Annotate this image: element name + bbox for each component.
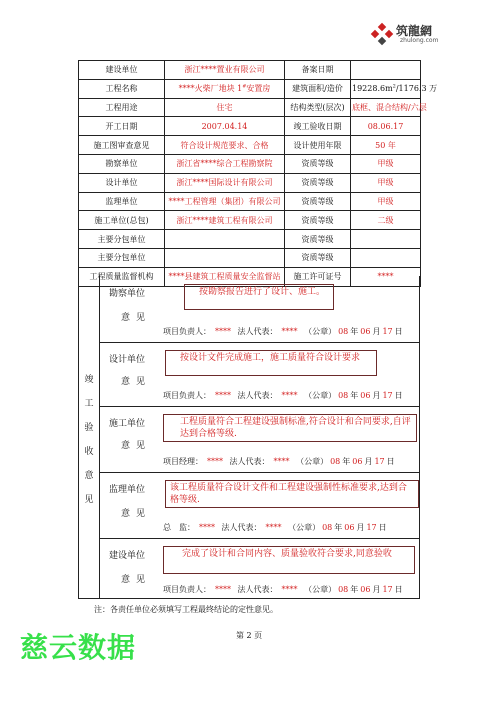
signature-line: [163, 456, 395, 467]
date-day-label: 日: [386, 457, 395, 466]
site-logo: [372, 22, 490, 48]
field-value: [165, 248, 285, 267]
construction-opinion-section: [99, 406, 419, 473]
date-day-label: 日: [378, 523, 387, 532]
signature-line: [163, 584, 403, 595]
field-value: ****: [351, 267, 421, 286]
field-value: 浙江省****综合工程勘察院: [165, 154, 285, 173]
opinion-box: 按勘察报告进行了设计、施工。: [184, 284, 334, 310]
owner-opinion-section: [99, 538, 419, 599]
signer-value: ****: [207, 457, 223, 466]
signer-value: ****: [215, 327, 231, 336]
label-char: 竣: [84, 375, 94, 385]
field-label: 主要分包单位: [79, 230, 165, 249]
legal-value: ****: [281, 391, 298, 400]
signature-line: [163, 390, 403, 401]
info-row: [79, 211, 421, 230]
field-value: ****工程管理（集团）有限公司: [165, 192, 285, 211]
opinion-box: 按设计文件完成施工，施工质量符合设计要求: [165, 350, 377, 376]
field-label: 资质等级: [285, 192, 351, 211]
field-value: 50 年: [351, 136, 421, 155]
field-value: 甲级: [351, 192, 421, 211]
field-value: ****县建筑工程质量安全监督站: [165, 267, 285, 286]
date-day-label: 日: [394, 391, 403, 400]
label-char: 验: [84, 423, 94, 433]
field-value: 二级: [351, 211, 421, 230]
legal-value: ****: [273, 457, 290, 466]
field-label: 监理单位: [79, 192, 165, 211]
legal-value: ****: [265, 523, 282, 532]
date-month-label: 月: [372, 585, 381, 594]
page-number: 第 2 页: [236, 631, 263, 640]
info-row: [79, 154, 421, 173]
field-value: [351, 230, 421, 249]
survey-opinion-section: [99, 276, 419, 343]
field-label: 工程用途: [79, 98, 165, 117]
date-year-label: 年: [342, 457, 351, 466]
legal-value: ****: [281, 585, 298, 594]
signer-value: ****: [215, 391, 231, 400]
date-day-label: 日: [394, 585, 403, 594]
legal-label: 法人代表：: [237, 327, 278, 336]
field-label: 资质等级: [285, 230, 351, 249]
field-label: 资质等级: [285, 154, 351, 173]
unit-opinion-label: 意见: [121, 313, 152, 323]
supervision-opinion-section: [99, 472, 419, 539]
field-label: 建设单位: [79, 61, 165, 80]
opinion-box: 完成了设计和合同内容、质量验收符合要求,同意验收: [163, 546, 415, 574]
date-month: 06: [344, 523, 355, 532]
date-year-label: 年: [350, 391, 359, 400]
field-value: 浙江****置业有限公司: [165, 61, 285, 80]
info-row: [79, 230, 421, 249]
date-year: 08: [330, 457, 341, 466]
field-label: 设计使用年限: [285, 136, 351, 155]
logo-url: zhulong.com: [400, 37, 439, 44]
date-year: 08: [322, 523, 333, 532]
acceptance-opinions: [78, 276, 420, 599]
seal-label: （公章）: [296, 457, 329, 466]
info-row: [79, 192, 421, 211]
date-month: 06: [352, 457, 363, 466]
date-month-label: 月: [372, 327, 381, 336]
field-value: 08.06.17: [351, 117, 421, 136]
field-value: ****火柴厂地块 1#安置房: [165, 79, 285, 98]
date-day: 17: [366, 523, 377, 532]
opinion-box: 工程质量符合工程建设强制标准,符合设计和合同要求,自评达到合格等级.: [163, 414, 417, 442]
legal-label: 法人代表：: [237, 391, 278, 400]
footer-note: 注：各责任单位必须填写工程最终结论的定性意见。: [94, 605, 278, 614]
signer-label: 项目负责人：: [163, 327, 211, 336]
field-label: 资质等级: [285, 211, 351, 230]
field-value: 2007.04.14: [165, 117, 285, 136]
label-char: 见: [84, 495, 94, 505]
seal-label: （公章）: [288, 523, 321, 532]
field-label: 结构类型(层次): [285, 98, 351, 117]
field-label: 施工单位(总包): [79, 211, 165, 230]
field-value: 住宅: [165, 98, 285, 117]
field-value: 甲级: [351, 154, 421, 173]
legal-label: 法人代表：: [221, 523, 262, 532]
unit-opinion-label: 意见: [121, 575, 152, 585]
unit-opinion-label: 意见: [121, 509, 152, 519]
label-char: 收: [84, 447, 94, 457]
date-day: 17: [374, 457, 385, 466]
watermark-text: 慈云数据: [20, 631, 137, 664]
field-value: 浙江****国际设计有限公司: [165, 173, 285, 192]
date-month-label: 月: [364, 457, 373, 466]
unit-label: 施工单位: [109, 419, 146, 429]
field-label: 施工图审查意见: [79, 136, 165, 155]
field-label: 主要分包单位: [79, 248, 165, 267]
field-value: 浙江****建筑工程有限公司: [165, 211, 285, 230]
seal-label: （公章）: [304, 327, 337, 336]
signer-label: 总 监：: [163, 523, 195, 532]
field-label: 工程质量监督机构: [79, 267, 165, 286]
signer-label: 项目负责人：: [163, 391, 211, 400]
date-day-label: 日: [394, 327, 403, 336]
date-month-label: 月: [356, 523, 365, 532]
info-row: [79, 61, 421, 80]
legal-value: ****: [281, 327, 298, 336]
date-month: 06: [360, 585, 371, 594]
legal-label: 法人代表：: [237, 585, 278, 594]
field-value: $19228.6m^2/1176.3$ 万: [351, 79, 421, 98]
date-year-label: 年: [350, 327, 359, 336]
signer-label: 项目负责人：: [163, 585, 211, 594]
date-year: 08: [338, 585, 349, 594]
info-row: [79, 248, 421, 267]
info-row: [79, 79, 421, 98]
info-row: [79, 136, 421, 155]
field-value: [165, 230, 285, 249]
field-label: 开工日期: [79, 117, 165, 136]
signer-value: ****: [199, 523, 215, 532]
field-value: 符合设计规范要求、合格: [165, 136, 285, 155]
field-label: 资质等级: [285, 173, 351, 192]
field-label: 资质等级: [285, 248, 351, 267]
acceptance-vertical-label: [79, 276, 100, 598]
unit-label: 监理单位: [109, 485, 146, 495]
seal-label: （公章）: [304, 391, 337, 400]
date-year-label: 年: [350, 585, 359, 594]
info-row: [79, 98, 421, 117]
field-label: 竣工验收日期: [285, 117, 351, 136]
date-day: 17: [382, 391, 393, 400]
field-label: 建筑面积/造价: [285, 79, 351, 98]
date-day: 17: [382, 585, 393, 594]
date-month: 06: [360, 391, 371, 400]
label-char: 意: [84, 471, 94, 481]
unit-label: 设计单位: [109, 355, 146, 365]
opinion-box: 该工程质量符合设计文件和工程建设强制性标准要求,达到合格等级.: [165, 480, 419, 508]
field-value: [351, 248, 421, 267]
signer-label: 项目经理：: [163, 457, 203, 466]
signature-line: [163, 326, 403, 337]
field-label: 设计单位: [79, 173, 165, 192]
field-value: 底框、混合结构/六层: [351, 98, 421, 117]
info-row: [79, 117, 421, 136]
unit-label: 勘察单位: [109, 289, 146, 299]
field-label: 勘察单位: [79, 154, 165, 173]
date-month-label: 月: [372, 391, 381, 400]
unit-opinion-label: 意见: [121, 441, 152, 451]
legal-label: 法人代表：: [229, 457, 270, 466]
signer-value: ****: [215, 585, 231, 594]
date-year-label: 年: [334, 523, 343, 532]
unit-label: 建设单位: [109, 551, 146, 561]
seal-label: （公章）: [304, 585, 337, 594]
design-opinion-section: [99, 342, 419, 407]
field-label: 备案日期: [285, 61, 351, 80]
date-year: 08: [338, 327, 349, 336]
field-label: 工程名称: [79, 79, 165, 98]
unit-opinion-label: 意见: [121, 377, 152, 387]
field-label: 施工许可证号: [285, 267, 351, 286]
field-value: 甲级: [351, 173, 421, 192]
date-year: 08: [338, 391, 349, 400]
info-row: [79, 173, 421, 192]
label-char: 工: [84, 399, 94, 409]
logo-name: 筑龍網: [396, 24, 433, 38]
date-month: 06: [360, 327, 371, 336]
date-day: 17: [382, 327, 393, 336]
field-value: [351, 61, 421, 80]
project-info-table: [78, 60, 438, 287]
logo-diamond-icon: [372, 24, 392, 44]
signature-line: [163, 522, 387, 533]
